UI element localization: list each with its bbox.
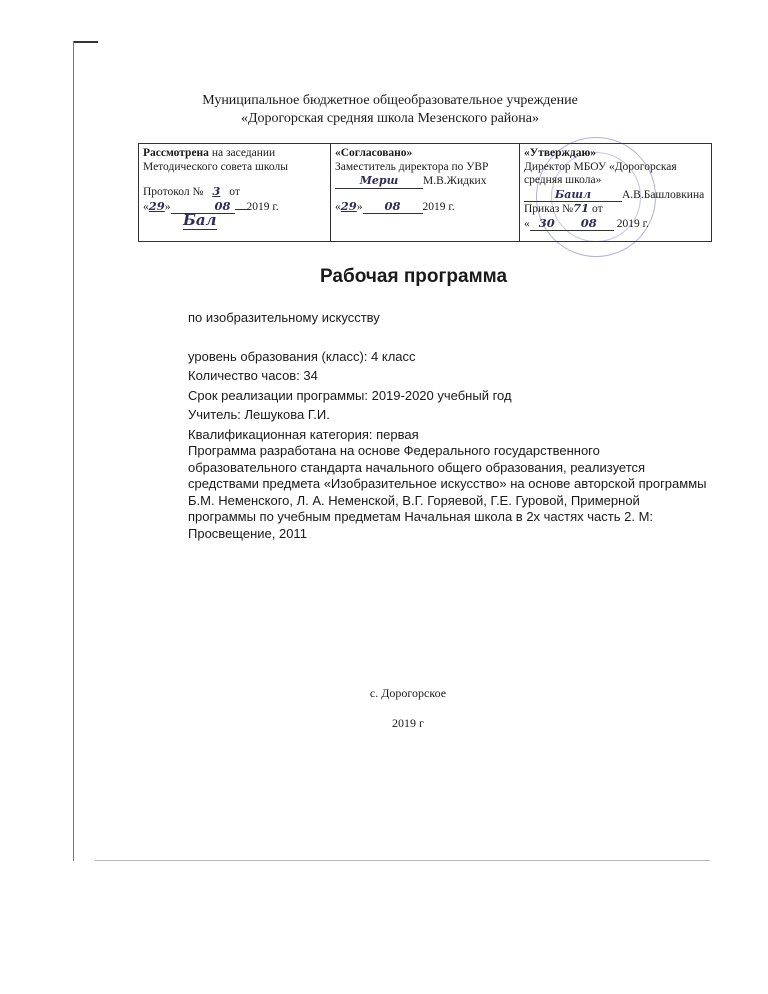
agreed-signature: Мерш [335,174,423,189]
reviewed-date-mid: » [164,200,171,213]
detail-level: уровень образования (класс): 4 класс [188,348,416,364]
detail-teacher: Учитель: Лешукова Г.И. [188,407,330,422]
detail-period: Срок реализации программы: 2019-2020 учебный год [188,387,512,403]
place [0,686,768,701]
scan-edge-bottom [95,860,710,861]
subject-line: по изобразительному искусству [188,310,380,325]
agreed-title: «Согласовано» [335,147,413,159]
approved-date-day: 30 [530,217,564,232]
organization-header [0,92,768,128]
document-title: Рабочая программа [320,266,508,287]
reviewed-date-day: 29 [148,198,165,213]
agreed-date-month: 08 [363,200,423,215]
agreed-date-day: 29 [340,198,357,213]
year [0,716,768,731]
approved-title: «Утверждаю» [524,147,596,159]
agreed-name: М.В.Жидких [423,175,487,187]
protocol-number: 3 [212,184,221,198]
approved-position: Директор МБОУ «Дорогорская [524,160,677,173]
year-text: 2019 г [392,716,424,730]
detail-category: Квалификационная категория: первая [188,426,419,442]
order-number: 71 [573,201,590,215]
approved-cell [520,144,712,242]
organization-line-2: «Дорогорская средняя школа Мезенского района» [240,111,540,126]
place-text: с. Дорогорское [369,686,447,700]
order-suffix: от [589,203,603,215]
agreed-date-year: 2019 г. [422,200,455,213]
protocol-label: Протокол № [143,186,207,198]
scan-edge-top [73,41,98,43]
reviewed-date-year: 2019 г. [246,200,279,213]
reviewed-council: Методического совета школы [143,160,288,173]
approved-name: А.В.Башловкина [622,188,705,201]
reviewed-title: Рассмотрена [143,147,209,159]
reviewed-title-rest: на заседании [208,147,276,159]
approved-school: средняя школа» [524,174,602,186]
reviewed-date-open: « [143,200,149,213]
order-label: Приказ № [524,203,574,215]
scan-edge-left [73,41,74,861]
program-description: Программа разработана на основе Федерального государственного образовательного стандарта начального общего образования, реализуется средствами предмета «Изобразительное искусство» на основе авторской программы Б.М. Неменского, Л. А. Неменской, В.Г. Горяевой, Г.Е. Гуровой, Примерной программы по учебным предметам Начальная школа в 2х частях часть 2. М: Просвещение, 2011 [188,443,707,541]
reviewed-signature: Бал [183,211,217,229]
agreed-position: Заместитель директора по УВР [335,160,489,173]
detail-hours: Количество часов: 34 [188,368,318,383]
agreed-date-open: « [335,200,341,213]
reviewed-date-month: 08 [171,200,235,215]
approved-date-open: « [524,217,530,230]
approved-date-year: 2019 г. [616,217,649,230]
document-title-wrap [0,266,768,288]
agreed-cell [331,144,520,242]
organization-line-1: Муниципальное бюджетное общеобразовательное учреждение [202,93,578,108]
approval-table [138,143,712,242]
agreed-date-mid: » [356,200,363,213]
approved-signature: Башл [524,188,622,203]
approved-date-month: 08 [564,217,614,232]
reviewed-cell [139,144,331,242]
program-details [188,310,708,542]
protocol-suffix: от [226,186,240,198]
